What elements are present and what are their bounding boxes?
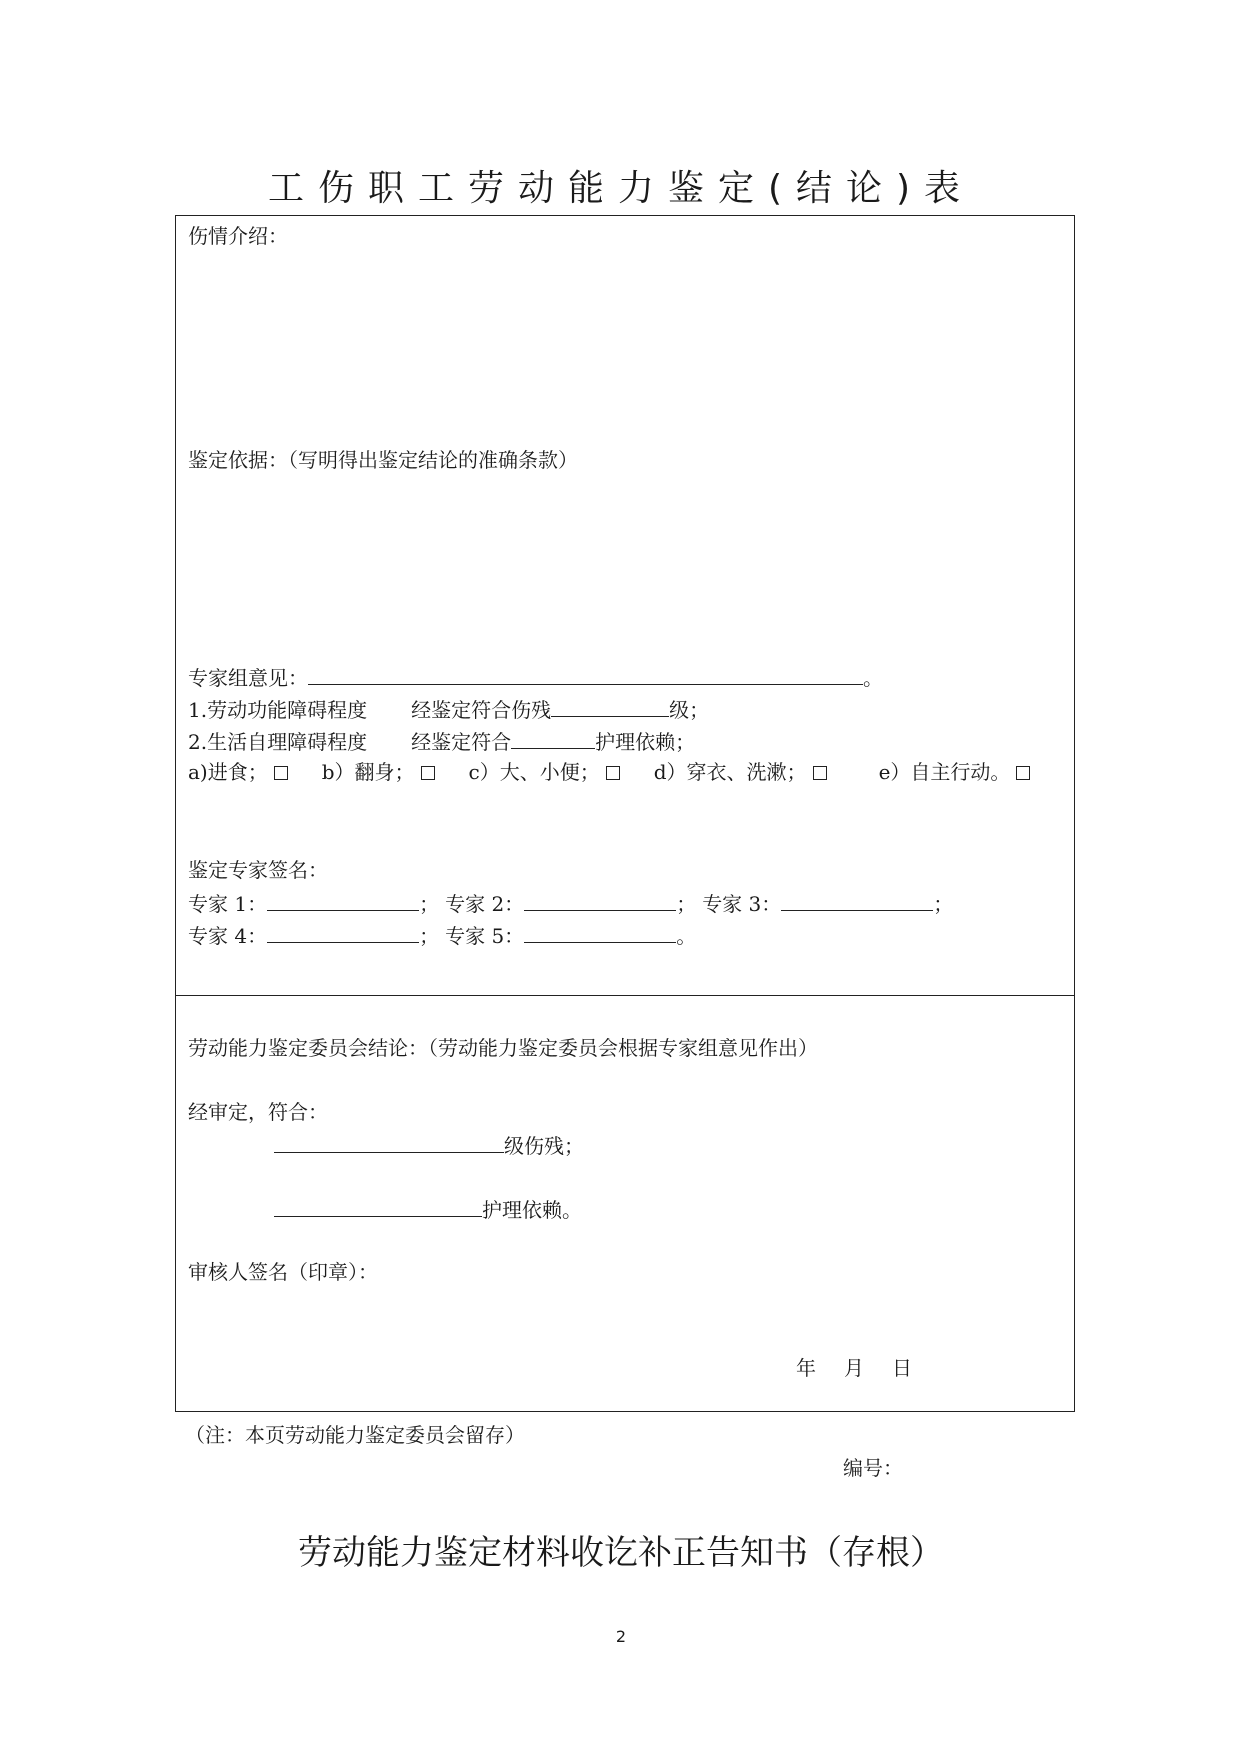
option-turning: b）翻身；	[322, 760, 435, 784]
expert-2-signature-field[interactable]	[524, 890, 676, 911]
item1-text: 经鉴定符合伤残	[411, 698, 552, 722]
reviewer-sign-label: 审核人签名（印章）：	[188, 1260, 378, 1284]
expert-3-label: 专家 3：	[702, 892, 782, 916]
page-number: 2	[615, 1627, 627, 1646]
date-row	[796, 1356, 912, 1380]
next-form-title: 劳动能力鉴定材料收讫补正告知书（存根）	[298, 1533, 944, 1573]
committee-conclusion-label: 劳动能力鉴定委员会结论：（劳动能力鉴定委员会根据专家组意见作出）	[188, 1036, 818, 1060]
item2-text: 经鉴定符合	[411, 730, 512, 754]
disability-conclusion-field[interactable]	[274, 1132, 504, 1153]
disability-grade-field[interactable]	[551, 696, 669, 717]
expert-4-signature-field[interactable]	[267, 922, 419, 943]
nursing-conclusion-field[interactable]	[274, 1196, 482, 1217]
checkbox-dressing[interactable]	[813, 766, 827, 780]
expert-opinion-label: 专家组意见：	[188, 666, 308, 690]
checkbox-turning[interactable]	[421, 766, 435, 780]
expert-3-signature-field[interactable]	[781, 890, 933, 911]
checkbox-toileting[interactable]	[606, 766, 620, 780]
expert-5-signature-field[interactable]	[524, 922, 676, 943]
retention-note: （注：本页劳动能力鉴定委员会留存）	[185, 1423, 525, 1447]
section-divider	[176, 995, 1074, 996]
option-dressing: d）穿衣、洗漱；	[654, 760, 827, 784]
nursing-conclusion-row: 护理依赖。	[274, 1196, 582, 1222]
checkbox-eating[interactable]	[274, 766, 288, 780]
basis-label: 鉴定依据：（写明得出鉴定结论的准确条款）	[188, 448, 578, 472]
expert-1-signature-field[interactable]	[267, 890, 419, 911]
option-toileting: c）大、小便；	[469, 760, 620, 784]
injury-intro-label: 伤情介绍：	[188, 224, 288, 248]
date-day: 日	[892, 1356, 912, 1380]
option-eating: a)进食；	[188, 760, 288, 784]
expert-opinion-end: 。	[863, 666, 883, 690]
option-mobility: e）自主行动。	[879, 760, 1031, 784]
expert-sign-label: 鉴定专家签名：	[188, 858, 328, 882]
expert-opinion-field[interactable]	[308, 664, 863, 685]
expert-1-label: 专家 1：	[188, 892, 268, 916]
item2-label: 2.生活自理障碍程度	[188, 730, 368, 754]
expert-4-label: 专家 4：	[188, 924, 268, 948]
date-year: 年	[796, 1356, 816, 1380]
serial-number-label: 编号：	[843, 1456, 903, 1480]
disability-conclusion-row: 级伤残；	[274, 1132, 584, 1158]
approved-label: 经审定，符合：	[188, 1100, 328, 1124]
item1-row	[188, 696, 709, 722]
form-title: 工伤职工劳动能力鉴定(结论)表	[267, 168, 975, 209]
expert-sign-row-2: 专家 4： ； 专家 5： 。	[188, 924, 697, 948]
checkbox-mobility[interactable]	[1016, 766, 1030, 780]
date-month: 月	[844, 1356, 864, 1380]
item2-row	[188, 728, 695, 754]
expert-opinion-row	[188, 664, 883, 690]
expert-sign-row-1: 专家 1： ； 专家 2： ； 专家 3： ；	[188, 892, 954, 916]
assessment-form-table	[175, 215, 1075, 1412]
item1-suffix: 级；	[669, 698, 710, 722]
nursing-dependency-field[interactable]	[511, 728, 595, 749]
expert-5-label: 专家 5：	[445, 924, 525, 948]
item1-label: 1.劳动功能障碍程度	[188, 698, 368, 722]
self-care-options	[188, 760, 1030, 784]
expert-2-label: 专家 2：	[445, 892, 525, 916]
item2-suffix: 护理依赖；	[595, 730, 696, 754]
